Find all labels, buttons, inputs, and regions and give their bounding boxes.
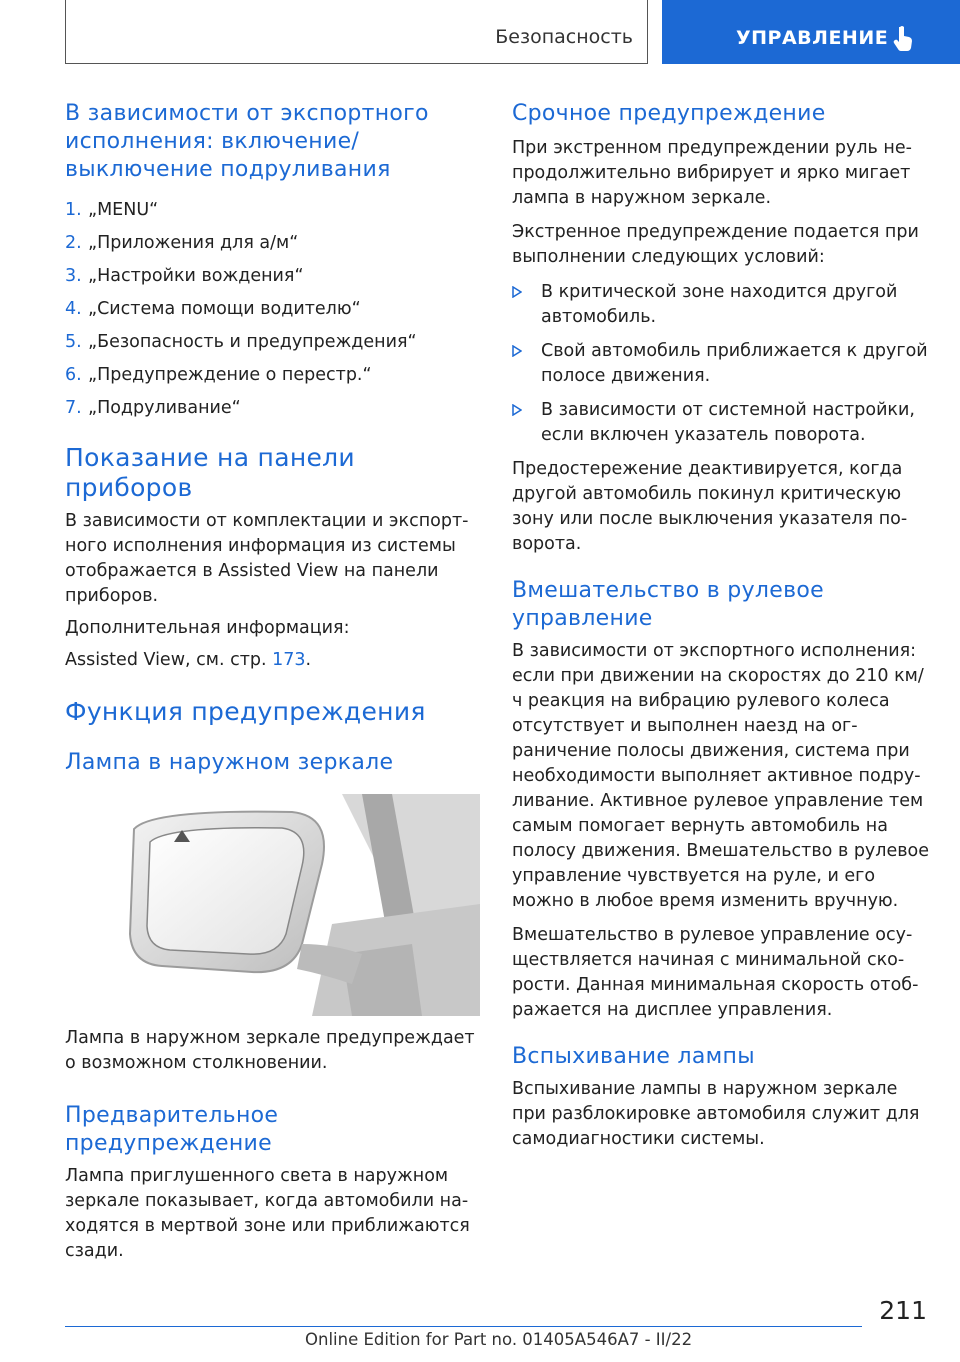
list-item: 7. „Подруливание“ xyxy=(65,398,241,418)
hand-pointer-icon xyxy=(892,25,914,53)
deactivate-text: Предостережение деактивируется, когда другой автомобиль покинул критическую зону или после выключения указателя поворота. xyxy=(512,459,908,554)
list-item: 1. „MENU“ xyxy=(65,200,159,220)
triangle-bullet-icon xyxy=(512,404,522,416)
more-info-ref: Assisted View, см. стр. 173. xyxy=(65,650,312,670)
page-link[interactable]: 173 xyxy=(272,650,306,670)
triangle-bullet-icon xyxy=(512,286,522,298)
section-title: Безопасность xyxy=(495,26,633,48)
flash-text: Вспыхивание лампы в наружном зеркале при разблокировке автомобиля служит для самодиагностики системы. xyxy=(512,1079,920,1149)
lamp-caption: Лампа в наружном зеркале предупреждает о возможном столкновении. xyxy=(65,1028,475,1073)
sport-heading: В зависимости от экспортного исполнения: включение/выключение подруливания xyxy=(65,101,429,182)
function-heading: Функция предупреждения xyxy=(65,697,426,726)
list-item: 5. „Безопасность и предупреждения“ xyxy=(65,332,417,352)
page-number: 211 xyxy=(879,1296,927,1325)
pre-text: Лампа приглушенного света в наружном зеркале показывает, когда автомобили находятся в мертвой зоне или приближаются сзади. xyxy=(65,1166,470,1261)
steer-text: В зависимости от экспортного исполнения: если при движении на скоростях до 210 км/ч реакция на вибрацию рулевого колеса отсутствует и выполнен наезд на ограничение полосы движения, система при необходимости выполняет активное подруливание. Активное рулевое управление тем самым помогает вернуть автомобиль на полосу движения. Вмешательство в рулевое управление чувствуется на руле, и его можно в любое время изменить вручную. xyxy=(512,641,930,911)
urgent-conditions: Экстренное предупреждение подается при выполнении следующих условий: xyxy=(512,222,919,267)
chapter-tab[interactable] xyxy=(662,0,960,64)
urgent-heading: Срочное предупреждение xyxy=(512,101,826,126)
display-heading: Показание на панели приборов xyxy=(65,443,355,502)
list-item: Свой автомобиль приближается к другой полосе движения. xyxy=(512,339,932,389)
lamp-heading: Лампа в наружном зеркале xyxy=(65,750,394,775)
list-item: 4. „Система помощи водителю“ xyxy=(65,299,361,319)
section-tab xyxy=(65,0,648,64)
list-item: 6. „Предупреждение о перестр.“ xyxy=(65,365,372,385)
left-column xyxy=(65,100,480,1264)
urgent-text: При экстренном предупреждении руль непродолжительно вибрирует и ярко мигает лампа в наружном зеркале. xyxy=(512,138,912,208)
right-column xyxy=(512,100,932,1152)
list-item: 2. „Приложения для а/м“ xyxy=(65,233,299,253)
more-info-label: Дополнительная информация: xyxy=(65,618,350,638)
list-item: В зависимости от системной настройки, если включен указатель поворота. xyxy=(512,398,932,448)
list-item: В критической зоне находится другой автомобиль. xyxy=(512,280,932,330)
chapter-title: УПРАВЛЕНИЕ xyxy=(736,27,889,49)
steer-heading: Вмешательство в рулевое управление xyxy=(512,578,824,631)
display-text: В зависимости от комплектации и экспортного исполнения информация из системы отображается в Assisted View на панели приборов. xyxy=(65,511,469,606)
mirror-illustration xyxy=(112,794,480,1016)
footer-edition: Online Edition for Part no. 01405A546A7 - II/22 xyxy=(305,1330,693,1349)
pre-heading: Предварительное предупреждение xyxy=(65,1103,279,1156)
conditions-list xyxy=(512,280,932,448)
steer-text-2: Вмешательство в рулевое управление осуществляется начиная с минимальной скорости. Данная минимальная скорость отображается на дисплее управления. xyxy=(512,925,919,1020)
flash-heading: Вспыхивание лампы xyxy=(512,1044,755,1069)
footer-divider xyxy=(65,1326,862,1327)
steps-list xyxy=(65,194,480,425)
triangle-bullet-icon xyxy=(512,345,522,357)
list-item: 3. „Настройки вождения“ xyxy=(65,266,304,286)
